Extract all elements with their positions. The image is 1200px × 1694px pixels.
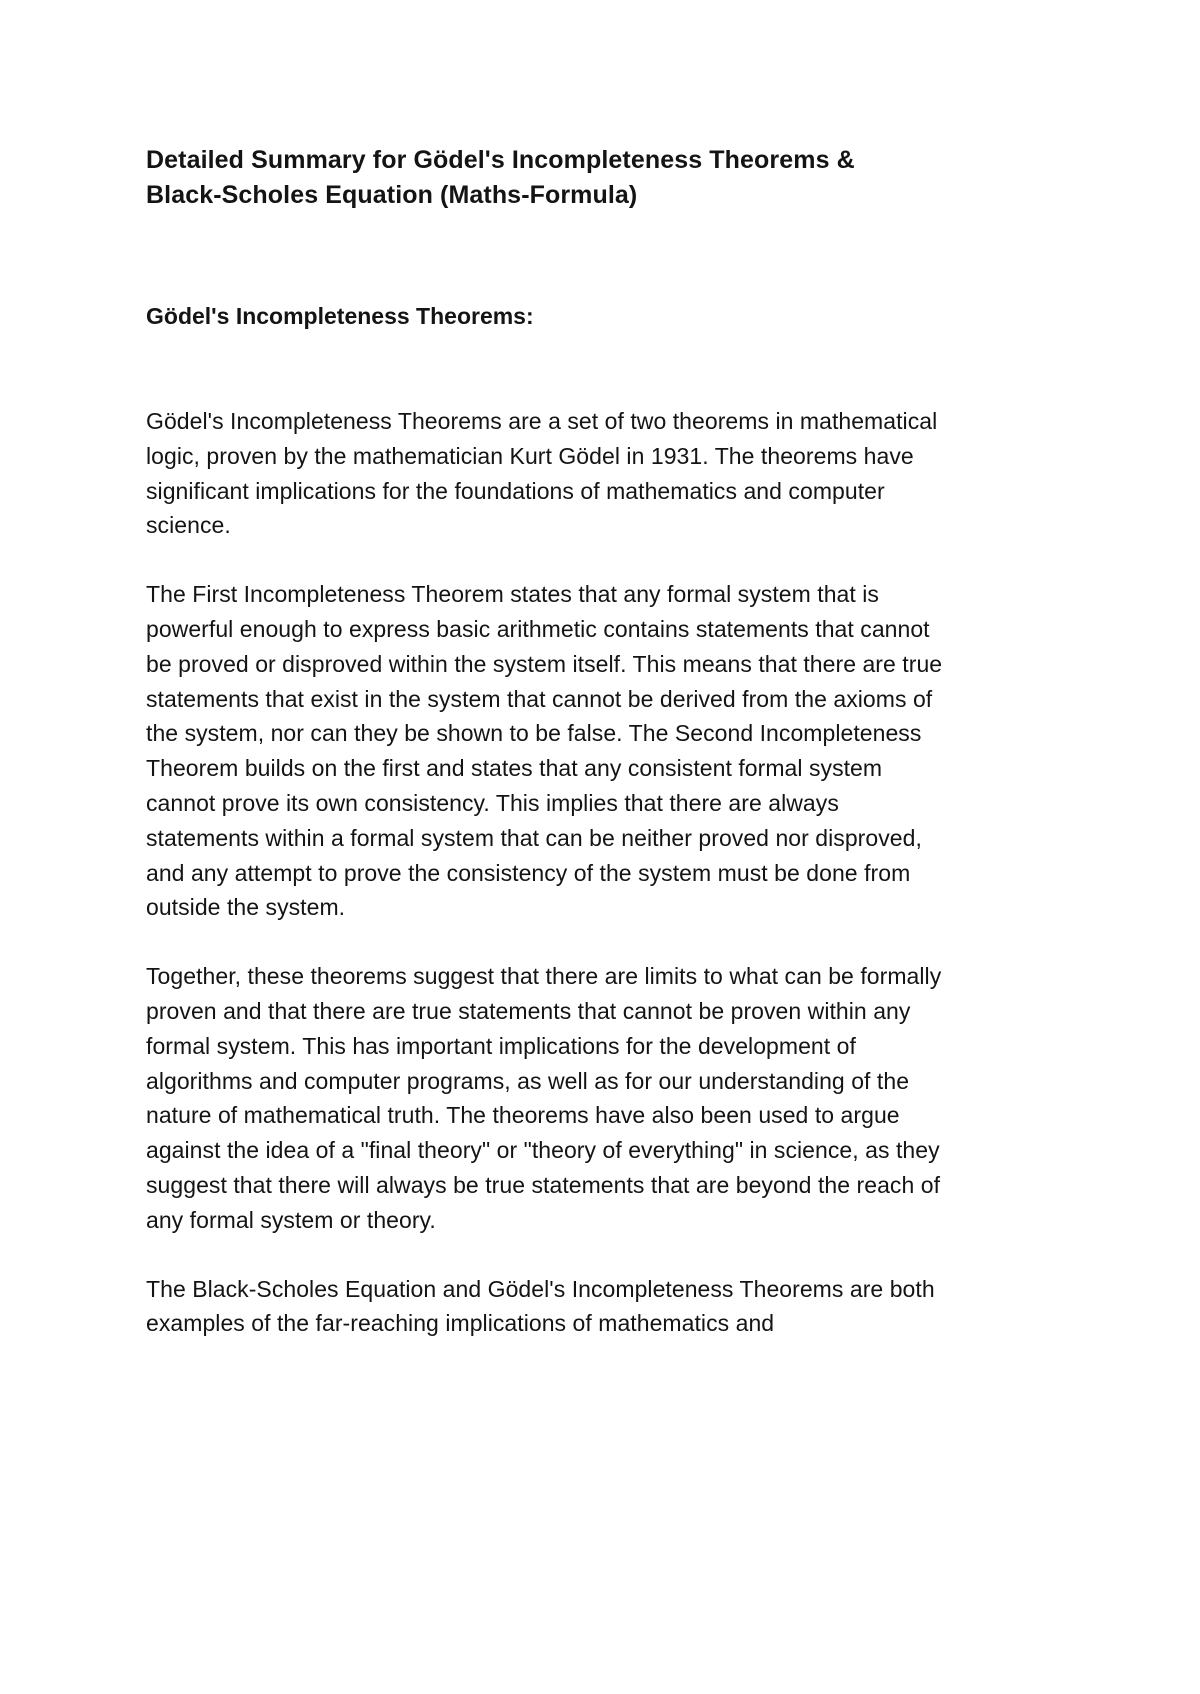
title-line: Black-Scholes Equation (Maths-Formula): [146, 181, 638, 209]
text-line: any formal system or theory.: [146, 1206, 436, 1233]
text-line: examples of the far-reaching implications of mathematics and: [146, 1310, 775, 1337]
document-content: [146, 143, 1076, 1341]
text-line: suggest that there will always be true statements that are beyond the reach of: [146, 1171, 941, 1198]
text-line: against the idea of a "final theory" or "theory of everything" in science, as they: [146, 1137, 940, 1164]
text-line: Together, these theorems suggest that there are limits to what can be formally: [146, 963, 942, 990]
paragraph-implications: [146, 959, 1076, 1237]
text-line: The First Incompleteness Theorem states that any formal system that is: [146, 581, 879, 608]
text-line: logic, proven by the mathematician Kurt Gödel in 1931. The theorems have: [146, 442, 914, 469]
text-line: algorithms and computer programs, as well as for our understanding of the: [146, 1067, 910, 1094]
text-line: statements that exist in the system that cannot be derived from the axioms of: [146, 685, 933, 712]
paragraph-theorems: [146, 577, 1076, 925]
text-line: the system, nor can they be shown to be false. The Second Incompleteness: [146, 720, 922, 747]
text-line: The Black-Scholes Equation and Gödel's Incompleteness Theorems are both: [146, 1275, 935, 1302]
text-line: nature of mathematical truth. The theorems have also been used to argue: [146, 1102, 900, 1129]
text-line: be proved or disproved within the system itself. This means that there are true: [146, 650, 943, 677]
text-line: significant implications for the foundations of mathematics and computer: [146, 477, 885, 504]
text-line: statements within a formal system that can be neither proved nor disproved,: [146, 824, 922, 851]
document-title: [146, 143, 1076, 213]
text-line: cannot prove its own consistency. This implies that there are always: [146, 789, 839, 816]
text-line: powerful enough to express basic arithmetic contains statements that cannot: [146, 615, 930, 642]
text-line: formal system. This has important implications for the development of: [146, 1032, 856, 1059]
section-heading: Gödel's Incompleteness Theorems:: [146, 303, 534, 329]
paragraph-conclusion: [146, 1272, 1076, 1342]
text-line: outside the system.: [146, 894, 346, 921]
text-line: Theorem builds on the first and states that any consistent formal system: [146, 755, 883, 782]
text-line: proven and that there are true statements that cannot be proven within any: [146, 997, 911, 1024]
paragraph-intro: [146, 404, 1076, 543]
title-line: Detailed Summary for Gödel's Incompleteness Theorems &: [146, 146, 855, 174]
text-line: science.: [146, 512, 231, 539]
text-line: Gödel's Incompleteness Theorems are a set of two theorems in mathematical: [146, 408, 938, 434]
text-line: and any attempt to prove the consistency of the system must be done from: [146, 859, 911, 886]
